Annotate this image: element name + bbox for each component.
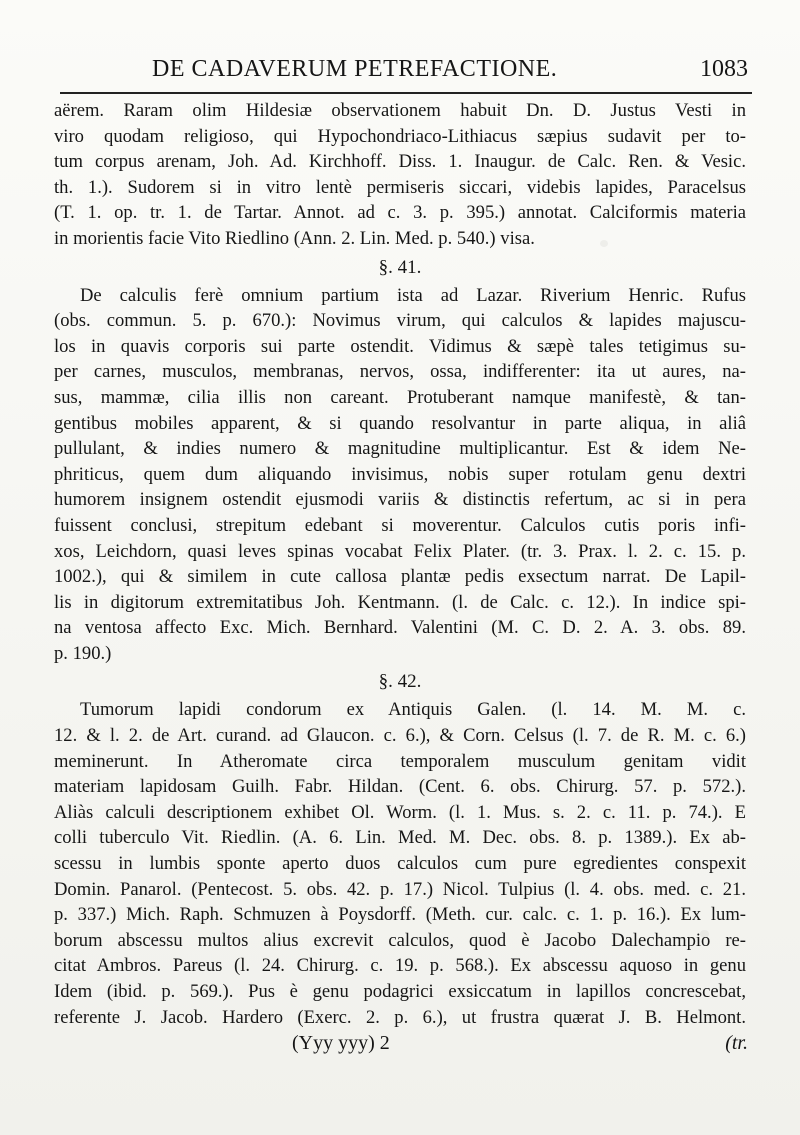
text-line: 12. & l. 2. de Art. curand. ad Glaucon. c. 6.), & Corn. Celsus (l. 7. de R. M. c. 6.) (54, 725, 746, 747)
text-line: scessu in lumbis sponte aperto duos calculos cum pure egredientes conspexit (54, 853, 746, 875)
paragraph-2 (54, 283, 746, 667)
paragraph-1 (54, 98, 746, 252)
text-line: per carnes, musculos, membranas, nervos, ossa, indifferenter: ita ut aures, na- (54, 361, 746, 383)
text-line: Aliàs calculi descriptionem exhibet Ol. Worm. (l. 1. Mus. s. 2. c. 11. p. 74.). E (54, 801, 746, 823)
section-heading-42: §. 42. (378, 671, 422, 693)
paragraph-3 (54, 697, 746, 1030)
section-heading-41: §. 41. (378, 256, 422, 278)
text-line: viro quodam religioso, qui Hypochondriaco-Lithiacus sæpius sudavit per to- (54, 125, 746, 147)
header-rule (60, 92, 752, 94)
text-line: sus, mammæ, cilia illis non careant. Protuberant namque manifestè, & tan- (54, 386, 746, 408)
text-line: p. 190.) (54, 642, 112, 664)
text-line: tum corpus arenam, Joh. Ad. Kirchhoff. Diss. 1. Inaugur. de Calc. Ren. & Vesic. (54, 151, 746, 173)
catchword: (tr. (725, 1032, 748, 1054)
text-line: gentibus mobiles apparent, & si quando resolvantur in parte aliqua, in aliâ (54, 412, 746, 434)
text-line: aërem. Raram olim Hildesiæ observationem habuit Dn. D. Justus Vesti in (54, 100, 746, 121)
page-footer (60, 1032, 750, 1064)
text-line: p. 337.) Mich. Raph. Schmuzen à Poysdorff. (Meth. cur. calc. c. 1. p. 16.). Ex lum- (54, 904, 746, 926)
text-line: th. 1.). Sudorem si in vitro lentè permiseris siccari, videbis lapides, Paracelsus (54, 176, 746, 198)
text-line: materiam lapidosam Guilh. Fabr. Hildan. (Cent. 6. obs. Chirurg. 57. p. 572.). (54, 776, 746, 798)
text-line: pullulant, & indies numero & magnitudine multiplicantur. Est & idem Ne- (54, 438, 746, 460)
running-title: DE CADAVERUM PETREFACTIONE. (152, 56, 558, 82)
text-line: in morientis facie Vito Riedlino (Ann. 2. Lin. Med. p. 540.) visa. (54, 227, 535, 249)
text-line: meminerunt. In Atheromate circa temporalem musculum genitam vidit (54, 750, 746, 772)
text-line: lis in digitorum extremitatibus Joh. Kentmann. (l. de Calc. c. 12.). In indice spi- (54, 591, 746, 613)
text-line: borum abscessu multos alius excrevit calculos, quod è Jacobo Dalechampio re- (54, 929, 746, 951)
text-line: (obs. commun. 5. p. 670.): Novimus virum, qui calculos & lapides majuscu- (54, 310, 746, 332)
text-line: Tumorum lapidi condorum ex Antiquis Galen. (l. 14. M. M. c. (80, 699, 746, 721)
text-line: Idem (ibid. p. 569.). Pus è genu podagrici exsiccatum in lapillos concrescebat, (54, 981, 746, 1002)
text-line: na ventosa affecto Exc. Mich. Bernhard. Valentini (M. C. D. 2. A. 3. obs. 89. (54, 617, 746, 639)
text-line: fuissent conclusi, strepitum edebant si moverentur. Calculos cutis poris infi- (54, 514, 746, 536)
text-line: Domin. Panarol. (Pentecost. 5. obs. 42. p. 17.) Nicol. Tulpius (l. 4. obs. med. c. 21. (54, 878, 746, 900)
text-line: 1002.), qui & similem in cute callosa plantæ pedis exsectum narrat. De Lapil- (54, 566, 746, 588)
text-line: citat Ambros. Pareus (l. 24. Chirurg. c. 19. p. 568.). Ex abscessu aquoso in genu (54, 955, 746, 977)
text-line: humorem insignem ostendit ejusmodi variis & distinctis refertum, ac si in pera (54, 489, 746, 511)
signature-mark: (Yyy yyy) 2 (292, 1032, 390, 1054)
page-number: 1083 (700, 56, 748, 82)
text-line: phriticus, quem dum aliquando invisimus, nobis super rotulam genu dextri (54, 463, 746, 485)
page-header (60, 52, 750, 96)
text-line: referente J. Jacob. Hardero (Exerc. 2. p. 6.), ut frustra quærat J. B. Helmont. (54, 1006, 746, 1028)
text-line: colli tuberculo Vit. Riedlin. (A. 6. Lin. Med. M. Dec. obs. 8. p. 1389.). Ex ab- (54, 827, 746, 849)
text-line: los in quavis corporis sui parte ostendit. Vidimus & sæpè tales tetigimus su- (54, 335, 746, 357)
page-body (54, 98, 746, 1030)
text-line: De calculis ferè omnium partium ista ad Lazar. Riverium Henric. Rufus (80, 284, 746, 306)
text-line: xos, Leichdorn, quasi leves spinas vocabat Felix Plater. (tr. 3. Prax. l. 2. c. 15. p. (54, 540, 746, 562)
text-line: (T. 1. op. tr. 1. de Tartar. Annot. ad c. 3. p. 395.) annotat. Calciformis materia (54, 202, 746, 224)
